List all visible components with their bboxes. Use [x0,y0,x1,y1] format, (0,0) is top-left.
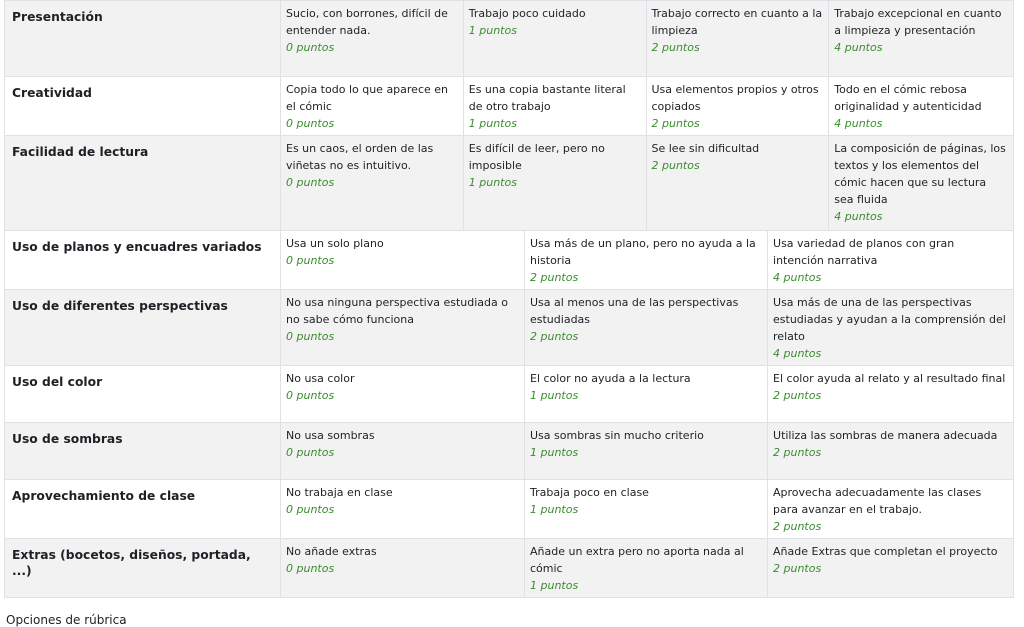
level-cell[interactable] [767,290,1013,365]
criterion-levels [281,231,1014,290]
level-definition: Utiliza las sombras de manera adecuada [773,429,998,442]
level-cell[interactable] [524,480,767,538]
criterion-levels [281,423,1014,480]
level-definition: Es difícil de leer, pero no imposible [468,142,605,172]
criterion-row [5,539,1014,598]
levels-container [281,480,1013,538]
level-definition: Aprovecha adecuadamente las clases para avanzar en el trabajo. [773,486,982,516]
level-cell[interactable] [281,480,524,538]
level-score: 0 puntos [286,330,335,343]
level-score: 0 puntos [286,41,335,54]
criterion-levels [281,136,1014,231]
criterion-row [5,136,1014,231]
level-score: 4 puntos [834,117,883,130]
level-definition: Trabaja poco en clase [530,486,649,499]
criterion-row [5,231,1014,290]
level-definition: Usa más de un plano, pero no ayuda a la historia [530,237,756,267]
level-cell[interactable] [281,366,524,422]
level-cell[interactable] [524,231,767,289]
level-cell[interactable] [281,1,463,76]
level-definition: Usa al menos una de las perspectivas estudiadas [530,296,739,326]
level-score: 0 puntos [286,117,335,130]
level-definition: La composición de páginas, los textos y los elementos del cómic hacen que su lectura sea fluida [834,142,1006,206]
level-cell[interactable] [281,423,524,479]
levels-container [281,290,1013,365]
rubric-body [5,1,1014,598]
level-score: 1 puntos [468,117,517,130]
criterion-row [5,480,1014,539]
level-definition: Es una copia bastante literal de otro trabajo [468,83,626,113]
level-definition: Trabajo excepcional en cuanto a limpieza y presentación [834,7,1002,37]
levels-container [281,1,1013,76]
criterion-description: Uso de planos y encuadres variados [5,231,281,290]
criterion-levels [281,1,1014,77]
rubric-table [4,0,1014,598]
level-score: 0 puntos [286,176,335,189]
level-definition: Añade un extra pero no aporta nada al cómic [530,545,744,575]
level-score: 1 puntos [530,503,579,516]
level-score: 2 puntos [773,520,822,533]
level-cell[interactable] [646,136,829,230]
level-definition: Se lee sin dificultad [651,142,760,155]
level-cell[interactable] [646,1,829,76]
level-score: 0 puntos [286,562,335,575]
criterion-row [5,1,1014,77]
level-cell[interactable] [828,136,1013,230]
level-definition: Trabajo poco cuidado [468,7,586,20]
level-definition: No usa sombras [286,429,375,442]
level-cell[interactable] [281,231,524,289]
level-score: 0 puntos [286,389,335,402]
level-cell[interactable] [524,423,767,479]
level-definition: Usa sombras sin mucho criterio [530,429,704,442]
levels-container [281,231,1013,289]
criterion-description: Facilidad de lectura [5,136,281,231]
criterion-row [5,423,1014,480]
criterion-levels [281,290,1014,366]
level-cell[interactable] [767,539,1013,597]
level-definition: Sucio, con borrones, difícil de entender nada. [286,7,448,37]
level-definition: Todo en el cómic rebosa originalidad y autenticidad [834,83,982,113]
level-cell[interactable] [524,539,767,597]
level-definition: Añade Extras que completan el proyecto [773,545,998,558]
level-definition: Es un caos, el orden de las viñetas no es intuitivo. [286,142,434,172]
criterion-description: Uso de sombras [5,423,281,480]
levels-container [281,77,1013,135]
level-definition: Usa un solo plano [286,237,384,250]
criterion-description: Uso del color [5,366,281,423]
level-cell[interactable] [524,290,767,365]
level-score: 1 puntos [530,579,579,592]
level-score: 2 puntos [773,562,822,575]
levels-container [281,423,1013,479]
level-score: 0 puntos [286,503,335,516]
criterion-description: Presentación [5,1,281,77]
level-cell[interactable] [463,1,646,76]
level-score: 2 puntos [651,159,700,172]
level-definition: El color ayuda al relato y al resultado final [773,372,1006,385]
levels-container [281,366,1013,422]
level-cell[interactable] [281,77,463,135]
criterion-description: Uso de diferentes perspectivas [5,290,281,366]
level-definition: Usa más de una de las perspectivas estudiadas y ayudan a la comprensión del relato [773,296,1006,343]
criterion-description: Aprovechamiento de clase [5,480,281,539]
level-cell[interactable] [828,77,1013,135]
level-score: 4 puntos [773,347,822,360]
level-definition: No usa ninguna perspectiva estudiada o no sabe cómo funciona [286,296,508,326]
level-definition: Usa elementos propios y otros copiados [651,83,819,113]
level-definition: No añade extras [286,545,377,558]
levels-container [281,136,1013,230]
levels-container [281,539,1013,597]
level-score: 4 puntos [834,210,883,223]
criterion-levels [281,366,1014,423]
criterion-row [5,290,1014,366]
level-score: 0 puntos [286,446,335,459]
level-score: 1 puntos [468,176,517,189]
level-definition: Usa variedad de planos con gran intención narrativa [773,237,955,267]
level-cell[interactable] [463,136,646,230]
level-cell[interactable] [767,423,1013,479]
criterion-levels [281,77,1014,136]
level-definition: El color no ayuda a la lectura [530,372,691,385]
level-cell[interactable] [281,136,463,230]
level-cell[interactable] [281,290,524,365]
criterion-levels [281,480,1014,539]
level-cell[interactable] [463,77,646,135]
level-definition: No trabaja en clase [286,486,393,499]
level-cell[interactable] [524,366,767,422]
level-cell[interactable] [281,539,524,597]
criterion-description: Extras (bocetos, diseños, portada, ...) [5,539,281,598]
level-cell[interactable] [767,366,1013,422]
level-definition: Copia todo lo que aparece en el cómic [286,83,449,113]
level-definition: No usa color [286,372,355,385]
level-score: 4 puntos [834,41,883,54]
criterion-row [5,77,1014,136]
level-cell[interactable] [767,480,1013,538]
level-score: 2 puntos [530,271,579,284]
criterion-row [5,366,1014,423]
level-cell[interactable] [828,1,1013,76]
level-definition: Trabajo correcto en cuanto a la limpieza [651,7,823,37]
level-cell[interactable] [646,77,829,135]
level-score: 2 puntos [651,117,700,130]
level-score: 2 puntos [530,330,579,343]
level-score: 2 puntos [773,446,822,459]
level-score: 1 puntos [468,24,517,37]
level-score: 4 puntos [773,271,822,284]
level-cell[interactable] [767,231,1013,289]
level-score: 0 puntos [286,254,335,267]
criterion-description: Creatividad [5,77,281,136]
rubric-options-heading: Opciones de rúbrica [6,613,127,627]
level-score: 1 puntos [530,446,579,459]
level-score: 2 puntos [651,41,700,54]
criterion-levels [281,539,1014,598]
level-score: 1 puntos [530,389,579,402]
level-score: 2 puntos [773,389,822,402]
